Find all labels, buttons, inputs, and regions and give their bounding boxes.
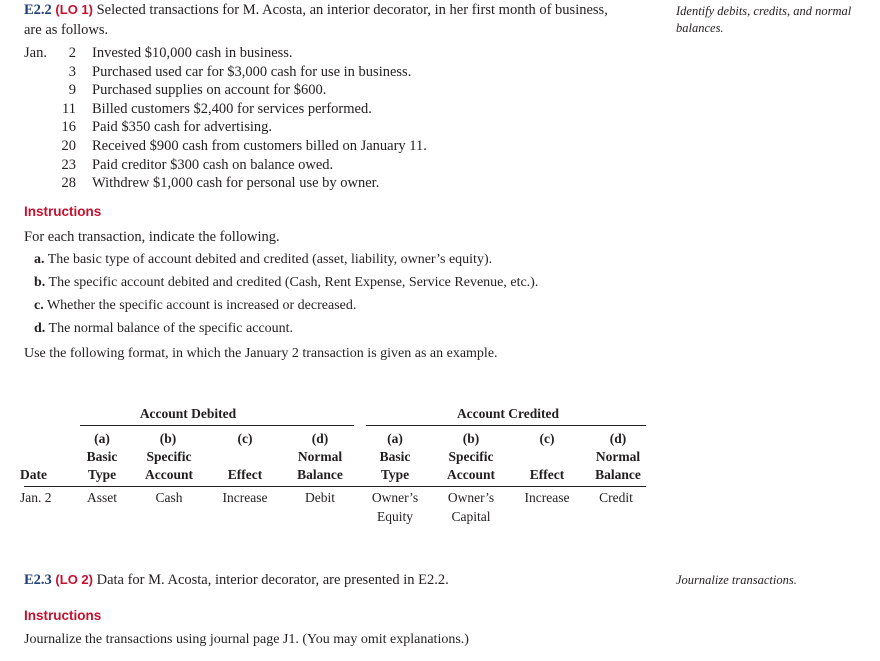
credited-rule [366,425,646,426]
transaction-row [24,63,584,82]
row-credit-type-l2: Equity [377,509,413,524]
transaction-day: 9 [68,82,76,99]
transaction-text: Purchased supplies on account for $600. [92,82,327,99]
transaction-text: Paid creditor $300 cash on balance owed. [92,156,334,173]
e22-side-note-line2: balances. [676,21,724,35]
instruction-letter: c. [34,298,44,313]
instruction-text: The basic type of account debited and credited (asset, liability, owner’s equity). [47,252,493,267]
transaction-day: 28 [61,175,76,192]
header-basic: Basic [86,449,118,464]
transaction-day: 11 [62,100,76,117]
header-balance: Balance [297,467,343,482]
header-basic: Basic [379,449,411,464]
transaction-row [24,137,584,156]
transaction-row [24,81,584,100]
col-letter-b: (b) [159,431,177,446]
transaction-day: 3 [68,63,76,80]
instruction-text: Whether the specific account is increased or decreased. [46,298,357,313]
header-balance: Balance [595,467,641,482]
col-letter-a: (a) [387,431,403,446]
header-account: Account [145,467,193,482]
e23-number: E2.3 [24,572,52,588]
instruction-item-d [34,319,293,339]
col-letter-b: (b) [462,431,480,446]
transaction-day: 2 [68,45,76,61]
transaction-day: 16 [61,119,76,136]
header-effect: Effect [227,467,263,482]
transaction-day: 23 [61,156,76,173]
header-normal: Normal [595,449,641,464]
transaction-text: Purchased used car for $3,000 cash for use in business. [92,63,412,80]
instruction-letter: b. [34,275,46,290]
row-credit-account-l2: Capital [451,509,491,524]
transaction-day: 20 [61,137,76,154]
col-letter-d: (d) [609,431,627,446]
e23-text: Data for M. Acosta, interior decorator, are presented in E2.2. [96,572,449,588]
transaction-row [24,174,584,193]
row-date: Jan. 2 [20,490,52,505]
account-debited-heading: Account Debited [139,406,237,421]
col-letter-a: (a) [94,431,110,446]
row-debit-type: Asset [87,490,117,505]
col-letter-c: (c) [237,431,253,446]
transaction-text: Invested $10,000 cash in business. [92,45,293,61]
transaction-row [24,44,584,63]
account-credited-heading: Account Credited [456,406,560,421]
row-debit-effect: Increase [222,490,268,505]
transaction-text: Received $900 cash from customers billed on January 11. [92,137,427,154]
transaction-row [24,100,584,119]
row-credit-type-l1: Owner’s [371,490,419,505]
e22-side-note [676,3,876,37]
transaction-month: Jan. [24,45,47,61]
e22-side-note-line1: Identify debits, credits, and normal [676,4,852,18]
format-note: Use the following format, in which the January 2 transaction is given as an example. [24,346,498,361]
instruction-text: The normal balance of the specific account. [48,321,294,336]
e22-instructions-intro: For each transaction, indicate the following. [24,229,280,245]
e22-lo: (LO 1) [55,2,93,17]
e22-instructions-heading: Instructions [24,204,102,219]
header-specific: Specific [146,449,192,464]
transaction-text: Paid $350 cash for advertising. [92,119,273,136]
row-debit-normal: Debit [305,490,335,505]
e23-side-note: Journalize transactions. [676,573,797,587]
header-account: Account [447,467,495,482]
e23-instructions-text: Journalize the transactions using journal page J1. (You may omit explanations.) [24,632,469,647]
e23-lo: (LO 2) [55,572,93,587]
e22-statement [24,0,664,40]
instruction-item-c [34,296,356,316]
transaction-text: Withdrew $1,000 cash for personal use by owner. [92,175,380,192]
transaction-list [24,44,584,193]
e22-line2: are as follows. [24,22,109,38]
e22-number: E2.2 [24,2,52,18]
header-type: Type [87,467,117,482]
row-credit-effect: Increase [524,490,570,505]
col-letter-c: (c) [539,431,555,446]
transaction-text: Billed customers $2,400 for services performed. [92,100,372,117]
header-normal: Normal [297,449,343,464]
header-effect: Effect [529,467,565,482]
transaction-row [24,156,584,175]
e23-statement [24,570,664,590]
header-date: Date [20,467,47,482]
header-specific: Specific [448,449,494,464]
instruction-item-b [34,273,538,293]
e23-instructions-heading: Instructions [24,608,102,623]
row-credit-account-l1: Owner’s [447,490,495,505]
instruction-letter: d. [34,321,46,336]
transaction-row [24,118,584,137]
e22-line1: Selected transactions for M. Acosta, an interior decorator, in her first month of business, [96,2,608,18]
instruction-item-a [34,250,492,270]
header-type: Type [380,467,410,482]
header-rule [24,486,646,487]
instruction-text: The specific account debited and credited (Cash, Rent Expense, Service Revenue, etc.). [48,275,539,290]
row-credit-normal: Credit [599,490,633,505]
debited-rule [80,425,354,426]
instruction-letter: a. [34,252,45,267]
col-letter-d: (d) [311,431,329,446]
row-debit-account: Cash [155,490,183,505]
